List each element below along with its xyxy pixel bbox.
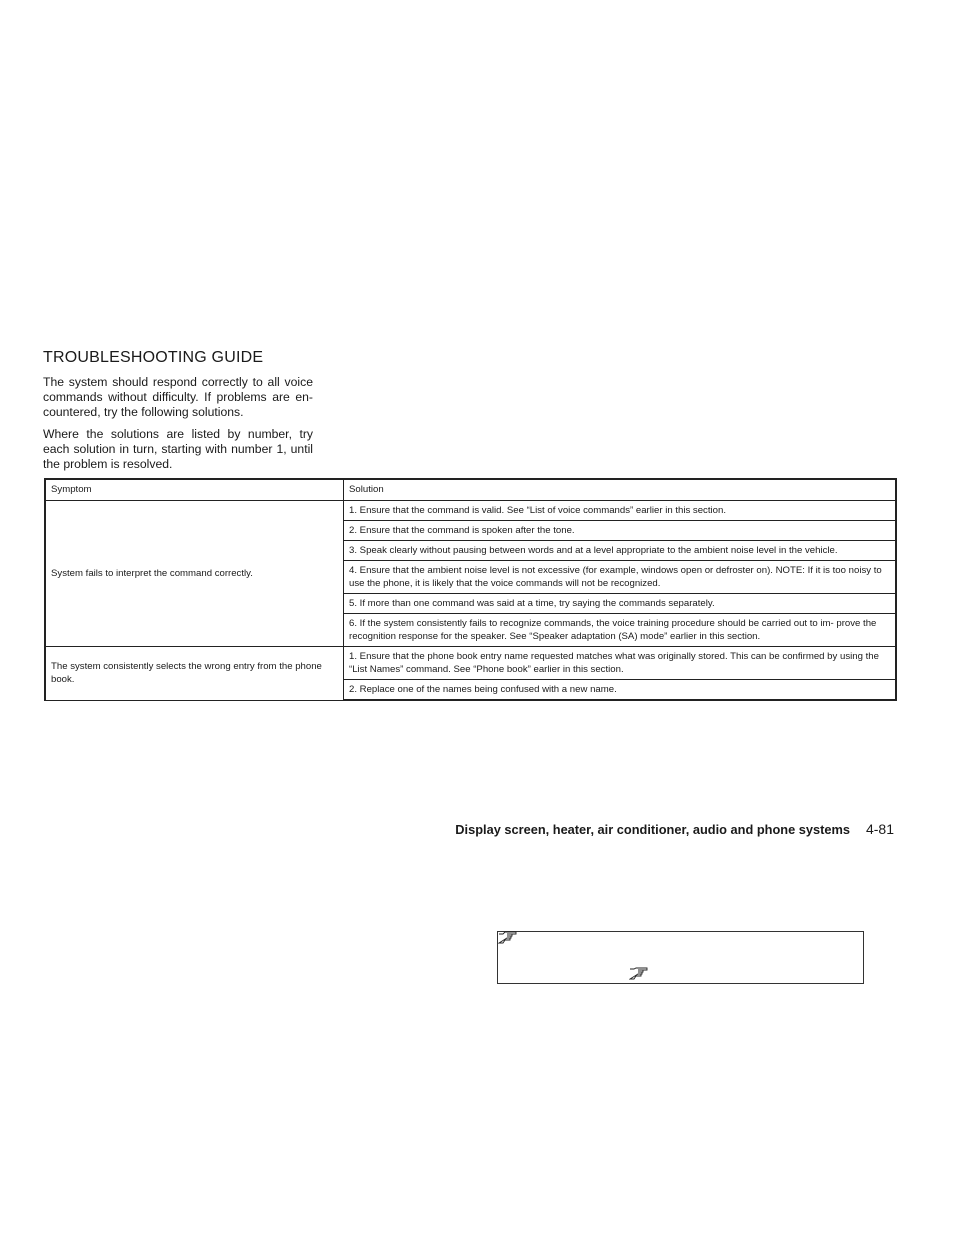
symptom-cell: System fails to interpret the command correctly. (45, 501, 344, 647)
solution-cell: 2. Ensure that the command is spoken after the tone. (344, 521, 897, 541)
solution-cell: 6. If the system consistently fails to recognize commands, the voice training procedure should be carried out to im- prove the recognition response for the speaker. See “Speaker adaptation (SA) mode” earlier in this section. (344, 614, 897, 647)
table-header-row (45, 479, 896, 501)
solution-cell: 3. Speak clearly without pausing between words and at a level appropriate to the ambient noise level in the vehicle. (344, 541, 897, 561)
symptom-header: Symptom (45, 479, 344, 501)
solution-cell: 1. Ensure that the command is valid. See “List of voice commands” earlier in this section. (344, 501, 897, 521)
solution-header: Solution (344, 479, 897, 501)
pointing-hand-icon (629, 967, 649, 981)
page-number: 4-81 (865, 821, 894, 837)
symptom-cell: The system consistently selects the wrong entry from the phone book. (45, 647, 344, 701)
solution-cell: 1. Ensure that the phone book entry name requested matches what was originally stored. This can be confirmed by using the “List Names” command. See “Phone book” earlier in this section. (344, 647, 897, 680)
instruction-paragraph: Where the solutions are listed by number, try each solution in turn, starting with number 1, until the problem is resolved. (43, 427, 313, 471)
solution-cell: 4. Ensure that the ambient noise level is not excessive (for example, windows open or defroster on). NOTE: If it is too noisy to use the phone, it is likely that the voice commands will not be recognized. (344, 561, 897, 594)
table-row (45, 647, 896, 680)
table-row (45, 501, 896, 521)
pointing-hand-icon (498, 931, 518, 945)
note-box (497, 931, 864, 984)
chapter-title: Display screen, heater, air conditioner, audio and phone systems (455, 822, 850, 837)
intro-paragraph: The system should respond correctly to all voice commands without difficulty. If problems are en- countered, try the following solutions. (43, 375, 313, 419)
solution-cell: 5. If more than one command was said at a time, try saying the commands separately. (344, 594, 897, 614)
troubleshooting-table (44, 478, 897, 701)
solution-cell: 2. Replace one of the names being confused with a new name. (344, 680, 897, 701)
section-title: TROUBLESHOOTING GUIDE (43, 349, 264, 366)
